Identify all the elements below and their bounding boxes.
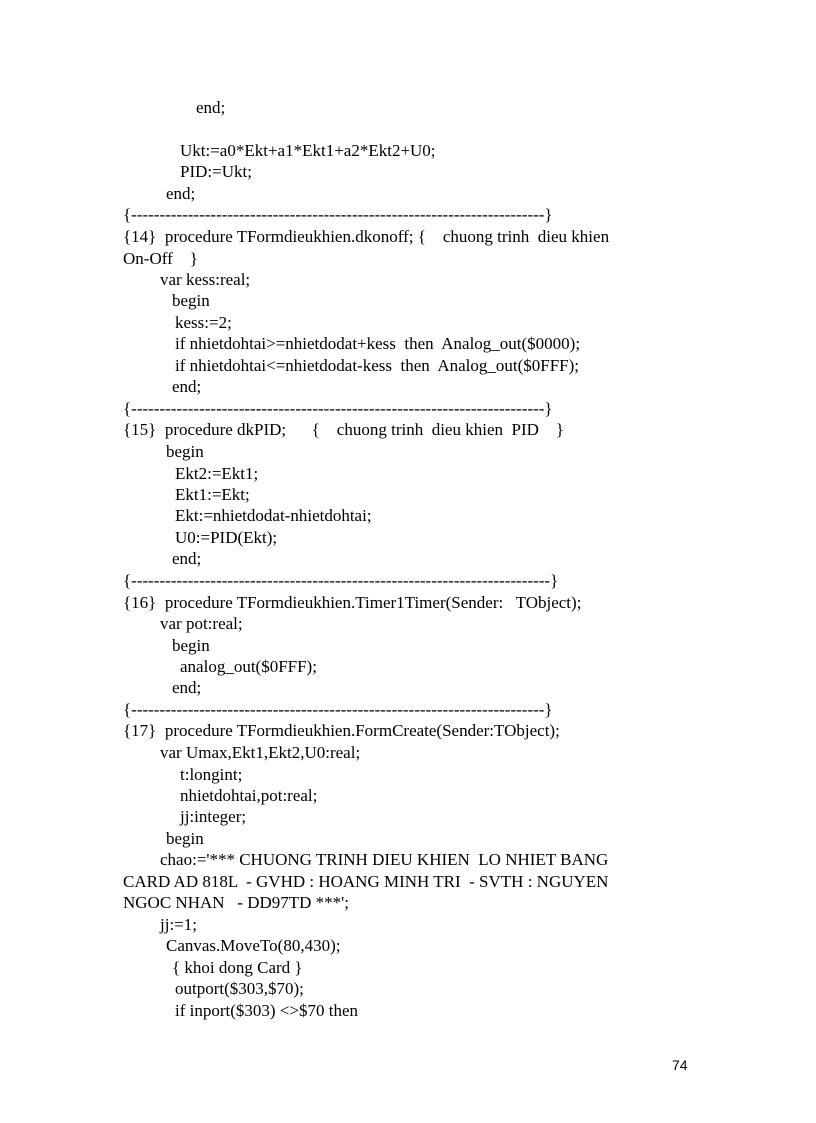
code-line: begin [166, 442, 204, 461]
code-line: NGOC NHAN - DD97TD ***'; [123, 893, 349, 912]
code-line: U0:=PID(Ekt); [175, 528, 278, 547]
code-line: { khoi dong Card } [172, 958, 303, 977]
code-line: begin [172, 291, 210, 310]
code-line: begin [172, 636, 210, 655]
code-line: analog_out($0FFF); [180, 657, 317, 676]
separator-line: {-------------------------------------------------------------------------} [123, 399, 553, 418]
code-line: var Umax,Ekt1,Ekt2,U0:real; [160, 743, 361, 762]
code-line: jj:integer; [180, 807, 247, 826]
code-line: CARD AD 818L - GVHD : HOANG MINH TRI - SVTH : NGUYEN [123, 872, 609, 891]
code-line: begin [166, 829, 204, 848]
code-line: Ekt2:=Ekt1; [175, 464, 259, 483]
code-line: Canvas.MoveTo(80,430); [166, 936, 341, 955]
code-line: var kess:real; [160, 270, 251, 289]
code-line: nhietdohtai,pot:real; [180, 786, 318, 805]
code-line: On-Off } [123, 249, 198, 268]
code-line: jj:=1; [160, 915, 197, 934]
code-line: if inport($303) <>$70 then [175, 1001, 359, 1020]
code-line: end; [172, 377, 202, 396]
code-line: {14} procedure TFormdieukhien.dkonoff; { chuong trinh dieu khien [123, 227, 610, 246]
code-line: if nhietdohtai>=nhietdodat+kess then Analog_out($0000); [175, 334, 581, 353]
code-line: Ukt:=a0*Ekt+a1*Ekt1+a2*Ekt2+U0; [180, 141, 436, 160]
code-line: PID:=Ukt; [180, 162, 252, 181]
code-line: end; [196, 98, 226, 117]
page-number: 74 [672, 1057, 688, 1073]
code-line: end; [166, 184, 196, 203]
separator-line: {--------------------------------------------------------------------------} [123, 571, 559, 590]
separator-line: {-------------------------------------------------------------------------} [123, 205, 553, 224]
code-line: if nhietdohtai<=nhietdodat-kess then Analog_out($0FFF); [175, 356, 579, 375]
separator-line: {-------------------------------------------------------------------------} [123, 700, 553, 719]
code-line: end; [172, 549, 202, 568]
code-line: end; [172, 678, 202, 697]
code-line: Ekt:=nhietdodat-nhietdohtai; [175, 506, 372, 525]
code-line: {16} procedure TFormdieukhien.Timer1Timer(Sender: TObject); [123, 593, 582, 612]
code-line: Ekt1:=Ekt; [175, 485, 250, 504]
code-line: t:longint; [180, 765, 243, 784]
code-line: outport($303,$70); [175, 979, 304, 998]
code-line: chao:='*** CHUONG TRINH DIEU KHIEN LO NHIET BANG [160, 850, 609, 869]
code-line: {17} procedure TFormdieukhien.FormCreate(Sender:TObject); [123, 721, 560, 740]
code-line: {15} procedure dkPID; { chuong trinh dieu khien PID } [123, 420, 565, 439]
code-line: kess:=2; [175, 313, 232, 332]
code-line: var pot:real; [160, 614, 243, 633]
